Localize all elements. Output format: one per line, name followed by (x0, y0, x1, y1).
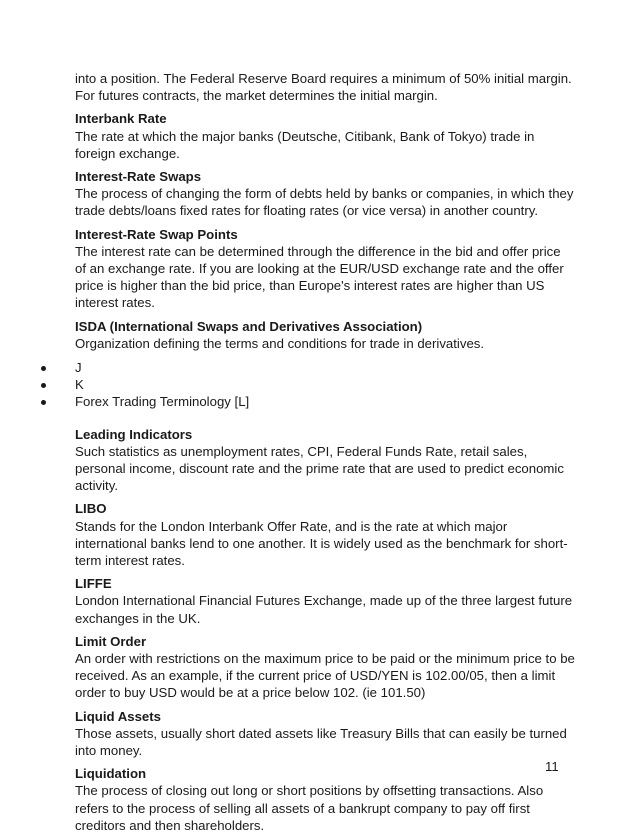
term-definition: The process of closing out long or short positions by offsetting transactions. Also refers to the process of selling all assets of a bankrupt company to pay off first creditors and then shareholders. (75, 783, 544, 833)
term-title: Leading Indicators (75, 426, 193, 442)
bullet-label: K (75, 377, 84, 393)
bullet-icon (41, 383, 46, 388)
term-title: LIFFE (75, 576, 112, 592)
term-title: Liquid Assets (75, 708, 161, 724)
bullet-label: Forex Trading Terminology [L] (75, 394, 250, 410)
term-title: Limit Order (75, 633, 147, 649)
page-number: 11 (545, 759, 559, 774)
term-definition: Such statistics as unemployment rates, CPI, Federal Funds Rate, retail sales, personal income, discount rate and the prime rate that are used to predict economic activity. (75, 443, 564, 494)
term-title: Interest-Rate Swap Points (75, 226, 238, 242)
term-title: Interbank Rate (75, 111, 167, 127)
term-definition: An order with restrictions on the maximum price to be paid or the minimum price to be received. As an example, if the current price of USD/YEN is 102.00/05, then a limit order to buy USD would be at a price below 102. (ie 101.50) (75, 651, 575, 701)
glossary-entry (75, 226, 575, 312)
term-definition: The interest rate can be determined through the difference in the bid and offer price of an exchange rate. If you are looking at the EUR/USD exchange rate and the offer price is higher than the bid price, than Europe's interest rates are higher than US interest rates. (75, 243, 564, 311)
bullet-icon (41, 366, 46, 371)
term-title: LIBO (75, 501, 107, 517)
term-definition: London International Financial Futures Exchange, made up of the three largest future exchanges in the UK. (75, 593, 573, 626)
glossary-entry (75, 318, 575, 352)
glossary-entry (75, 168, 575, 220)
spacer (75, 411, 575, 426)
term-title: ISDA (International Swaps and Derivatives Association) (75, 318, 423, 334)
glossary-content (75, 70, 575, 840)
glossary-entry (75, 426, 575, 495)
glossary-entry (75, 110, 575, 162)
bullet-item (0, 376, 575, 393)
bullet-item (0, 393, 575, 410)
term-definition: Stands for the London Interbank Offer Rate, and is the rate at which major international banks lend to one another. It is widely used as the benchmark for short-term interest rates. (75, 518, 568, 569)
term-title: Interest-Rate Swaps (75, 169, 202, 185)
bullet-icon (41, 400, 46, 405)
term-definition: The rate at which the major banks (Deutsche, Citibank, Bank of Tokyo) trade in foreign exchange. (75, 128, 535, 161)
glossary-entry (75, 500, 575, 569)
glossary-entry (75, 575, 575, 627)
term-title: Liquidation (75, 766, 147, 782)
bullet-label: J (75, 360, 82, 376)
intro-paragraph: into a position. The Federal Reserve Board requires a minimum of 50% initial margin. For futures contracts, the market determines the initial margin. (75, 71, 572, 104)
term-definition: Those assets, usually short dated assets like Treasury Bills that can easily be turned into money. (75, 725, 567, 759)
glossary-entry (75, 633, 575, 702)
glossary-entry (75, 765, 575, 834)
glossary-entry (75, 708, 575, 760)
term-definition: Organization defining the terms and conditions for trade in derivatives. (75, 335, 485, 351)
bullet-item (0, 359, 575, 376)
term-definition: The process of changing the form of debts held by banks or companies, in which they trade debts/loans fixed rates for floating rates (or vice versa) in another country. (75, 186, 574, 219)
section-bullet-list (0, 359, 575, 411)
